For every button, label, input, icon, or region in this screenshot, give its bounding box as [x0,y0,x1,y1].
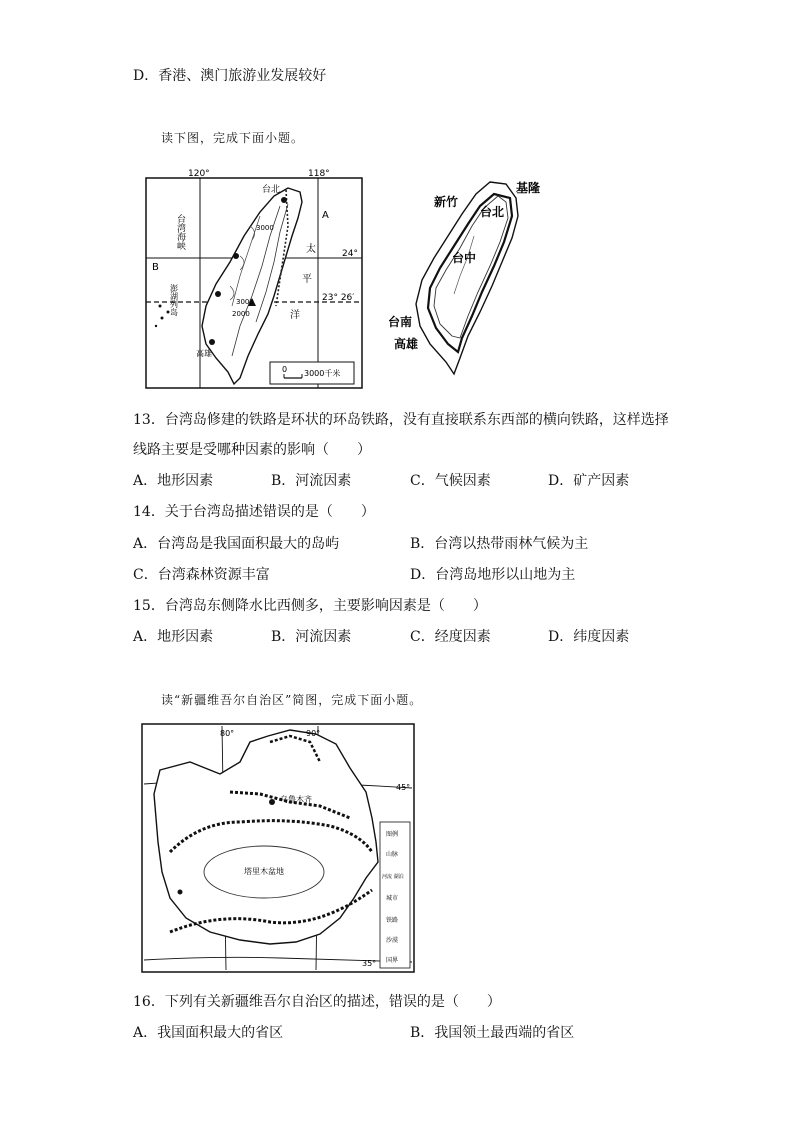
map3-legend-river: 河流 湖泊 [382,874,404,880]
q14-option-d[interactable]: D．台湾岛地形以山地为主 [410,567,576,583]
map1-lat-24: 24° [342,249,358,259]
map3-lon-80: 80° [220,729,235,738]
map1-elevation-2: 3000 [236,298,254,306]
map2-keelung: 基隆 [516,181,541,195]
map3-basin: 塔里木盆地 [244,867,284,876]
map1-lat-23: 23° 26′ [322,293,355,303]
instruction-text: 读下图，完成下面小题。 [161,131,305,145]
map3-legend-desert: 沙漠 [386,937,399,944]
q15-option-d[interactable]: D．纬度因素 [548,629,630,645]
map2-hsinchu: 新竹 [434,195,459,209]
map2-taipei: 台北 [480,205,505,219]
map3-legend-border: 国界 [386,957,399,964]
map2-taichung: 台中 [452,251,477,265]
q13-option-d[interactable]: D．矿产因素 [548,473,630,489]
map2-kaohsiung: 高雄 [394,337,419,351]
map1-taipei: 台北 [262,185,281,195]
q13-option-a[interactable]: A．地形因素 [133,473,214,489]
q13-option-b[interactable]: B．河流因素 [271,473,352,489]
xinjiang-map [140,722,416,974]
map1-elevation-3: 2000 [232,310,250,318]
q14-option-b[interactable]: B．台湾以热带雨林气候为主 [410,536,589,552]
q14-option-c[interactable]: C．台湾森林资源丰富 [133,567,270,583]
q16-option-a[interactable]: A．我国面积最大的省区 [133,1025,284,1041]
map1-elevation-1: 3000 [256,224,274,232]
map1-penghu: 澎湖列岛 [169,284,179,316]
q13-option-c[interactable]: C．气候因素 [410,473,491,489]
map3-legend-city: 城市 [386,895,399,902]
q15-stem: 15．台湾岛东侧降水比西侧多，主要影响因素是（ ） [133,598,487,614]
map3-urumqi: 乌鲁木齐 [280,795,312,804]
map2-tainan: 台南 [388,315,413,329]
q13-stem-line2: 线路主要是受哪种因素的影响（ ） [133,442,371,458]
map1-scale-zero: 0 [282,365,288,374]
q16-stem: 16．下列有关新疆维吾尔自治区的描述，错误的是（ ） [133,994,501,1010]
taiwan-topographic-map [140,166,370,394]
map1-kaohsiung: 高雄 [196,349,212,358]
map1-letter-a: A [322,210,329,221]
map1-pacific-3: 洋 [290,310,300,321]
q14-stem: 14．关于台湾岛描述错误的是（ ） [133,504,375,520]
q16-option-b[interactable]: B．我国领土最西端的省区 [410,1025,575,1041]
map3-lon-90: 90° [306,729,321,738]
map1-lon-left: 120° [188,169,210,179]
map1-pacific-1: 太 [306,244,316,255]
map3-lat-35: 35° [362,959,377,968]
instruction-text-xinjiang: 读“新疆维吾尔自治区”简图，完成下面小题。 [161,693,423,707]
map3-legend-mountain: 山脉 [386,851,399,858]
map3-legend-title: 图例 [386,831,399,838]
map3-lat-45: 45° [396,783,411,792]
map1-letter-b: B [152,262,159,273]
map3-legend-railway: 铁路 [386,917,399,924]
map1-pacific-2: 平 [302,274,312,285]
q15-option-b[interactable]: B．河流因素 [271,629,352,645]
previous-option-d: D．香港、澳门旅游业发展较好 [133,68,327,84]
map1-lon-right: 118° [308,169,330,179]
q13-stem-line1: 13．台湾岛修建的铁路是环状的环岛铁路，没有直接联系东西部的横向铁路，这样选择 [133,412,669,428]
q15-option-c[interactable]: C．经度因素 [410,629,491,645]
map1-strait: 台湾海峡 [175,214,185,250]
taiwan-railway-map [382,176,554,378]
q15-option-a[interactable]: A．地形因素 [133,629,214,645]
q14-option-a[interactable]: A．台湾岛是我国面积最大的岛屿 [133,536,340,552]
map1-scale: 3000千米 [304,369,341,378]
